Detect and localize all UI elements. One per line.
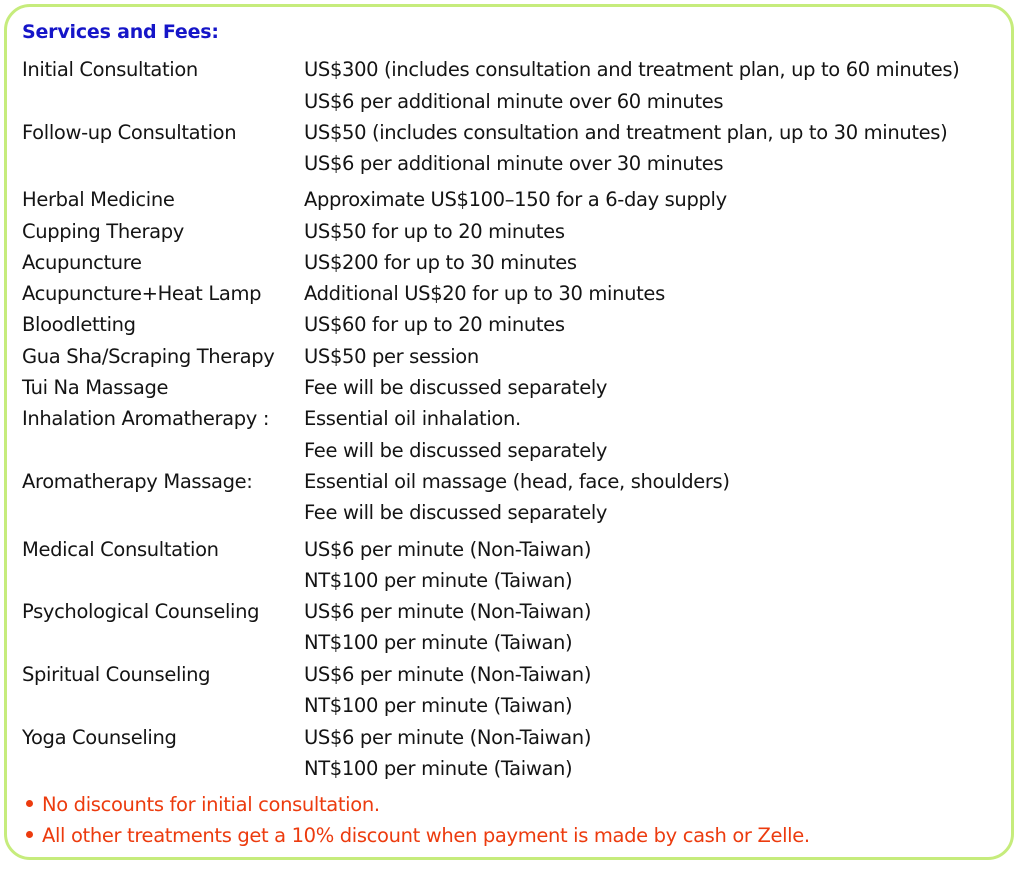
service-fee: US$6 per minute (Non-Taiwan)	[304, 600, 592, 623]
service-name: Follow-up Consultation	[22, 121, 237, 144]
service-fee: Fee will be discussed separately	[304, 501, 608, 524]
note-text: All other treatments get a 10% discount when payment is made by cash or Zelle.	[42, 824, 810, 847]
bullet-icon	[26, 800, 33, 807]
service-fee: NT$100 per minute (Taiwan)	[304, 757, 573, 780]
service-fee: NT$100 per minute (Taiwan)	[304, 694, 573, 717]
service-fee: US$50 for up to 20 minutes	[304, 220, 565, 243]
service-name: Yoga Counseling	[22, 726, 177, 749]
service-fee: US$6 per minute (Non-Taiwan)	[304, 663, 592, 686]
service-name: Tui Na Massage	[22, 376, 169, 399]
service-name: Initial Consultation	[22, 58, 198, 81]
service-name: Acupuncture+Heat Lamp	[22, 282, 262, 305]
section-title: Services and Fees:	[22, 21, 219, 43]
service-name: Acupuncture	[22, 251, 142, 274]
service-name: Medical Consultation	[22, 538, 219, 561]
service-fee: US$200 for up to 30 minutes	[304, 251, 577, 274]
service-fee: Essential oil massage (head, face, shoulders)	[304, 470, 730, 493]
service-fee: NT$100 per minute (Taiwan)	[304, 569, 573, 592]
service-name: Cupping Therapy	[22, 220, 184, 243]
service-fee: Essential oil inhalation.	[304, 407, 521, 430]
service-fee: US$6 per minute (Non-Taiwan)	[304, 726, 592, 749]
service-fee: US$6 per minute (Non-Taiwan)	[304, 538, 592, 561]
bullet-icon	[26, 831, 33, 838]
service-fee: Fee will be discussed separately	[304, 439, 608, 462]
service-fee: Fee will be discussed separately	[304, 376, 608, 399]
service-name: Aromatherapy Massage:	[22, 470, 253, 493]
service-fee: Approximate US$100–150 for a 6-day supply	[304, 188, 727, 211]
service-name: Bloodletting	[22, 313, 136, 336]
service-fee: US$6 per additional minute over 60 minutes	[304, 90, 724, 113]
service-fee: US$6 per additional minute over 30 minutes	[304, 152, 724, 175]
service-fee: US$50 (includes consultation and treatment plan, up to 30 minutes)	[304, 121, 948, 144]
note-item	[26, 795, 380, 815]
service-fee: NT$100 per minute (Taiwan)	[304, 631, 573, 654]
service-name: Spiritual Counseling	[22, 663, 211, 686]
service-name: Inhalation Aromatherapy :	[22, 407, 270, 430]
service-fee: US$60 for up to 20 minutes	[304, 313, 565, 336]
note-item	[26, 826, 810, 846]
service-fee: US$50 per session	[304, 345, 479, 368]
service-fee: Additional US$20 for up to 30 minutes	[304, 282, 665, 305]
service-name: Psychological Counseling	[22, 600, 260, 623]
note-text: No discounts for initial consultation.	[42, 793, 380, 816]
service-fee: US$300 (includes consultation and treatment plan, up to 60 minutes)	[304, 58, 960, 81]
service-name: Gua Sha/Scraping Therapy	[22, 345, 275, 368]
service-name: Herbal Medicine	[22, 188, 175, 211]
